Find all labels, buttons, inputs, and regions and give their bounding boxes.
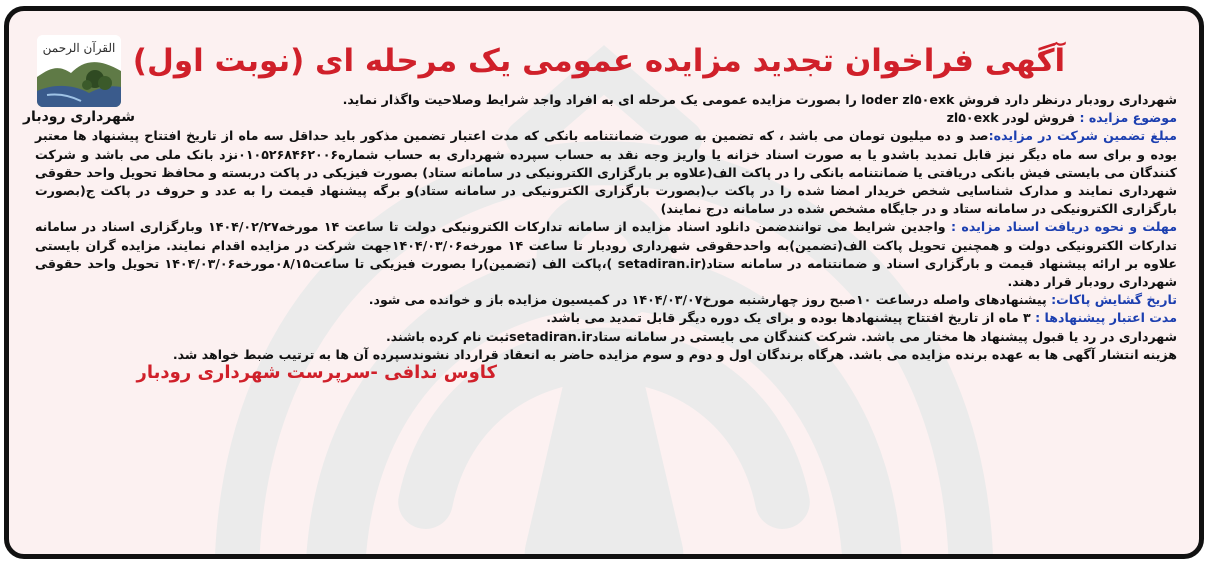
note-line: شهرداری در رد یا قبول پیشنهاد ها مختار می باشد. شرکت کنندگان می بایستی در سامانه ستادsetadiran.irثبت نام کرده باشند. <box>385 328 1177 344</box>
validity-text: ۳ ماه از تاریخ افتتاح پیشنهادها بوده و برای یک دوره دیگر قابل تمدید می باشد. <box>546 310 1036 326</box>
logo-arabic-text: القرآن الرحمن <box>42 41 116 55</box>
notice-frame <box>4 6 1204 559</box>
intro-paragraph: شهرداری رودبار درنظر دارد فروش loder zl۵۰exk را بصورت مزایده عمومی یک مرحله ای به افراد واجد شرایط وصلاحیت واگذار نماید. <box>342 92 1177 107</box>
opening-paragraph <box>35 291 1177 309</box>
validity-label: مدت اعتبار پیشنهادها : <box>1035 310 1177 326</box>
opening-text: پیشنهادهای واصله درساعت ۱۰صبح روز چهارشنبه مورخ۱۴۰۴/۰۳/۰۷ در کمیسیون مزایده باز و خوانده می شود. <box>368 292 1052 308</box>
notice-body <box>35 91 1177 382</box>
notice-title: آگهی فراخوان تجدید مزایده عمومی یک مرحله ای (نوبت اول) <box>132 43 1066 79</box>
note-line: هزینه انتشار آگهی ها به عهده برنده مزایده می باشد. هرگاه برندگان اول و دوم و سوم مزایده حاضر به انعقاد قرارداد نشوندسپرده آن ها به ترتیب ضبط خواهد شد. <box>172 346 1177 362</box>
validity-paragraph <box>35 309 1177 327</box>
deadline-label: مهلت و نحوه دریافت اسناد مزایده : <box>951 219 1178 235</box>
deadline-paragraph <box>35 218 1177 291</box>
guarantee-text: صد و ده میلیون تومان می باشد ، که تضمین به صورت ضمانتنامه بانکی که مدت اعتبار تضمین مذکور باید حداقل سه ماه از تاریخ افتتاح پیشنهاد ها معتبر بوده و برای سه ماه دیگر نیز قابل تمدید باشدو یا به صورت اسناد خزانه یا واریز وجه نقد به حساب سپرده شهرداری به حساب شماره۰۱۰۵۲۶۸۴۶۲۰۰۶نزد بانک ملی می باشد و شرکت کنندگان می بایستی فیش بانکی دریافتی یا ضمانتنامه بانکی را در پاکت الف(علاوه بر بارگزاری الکترونیکی در سامانه ستاد) بصورت فیزیکی در پاکت دربسته و محافظ تحویل واحد حقوقی شهرداری نمایند و مدارک شناسایی شخص خریدار امضا شده را در پاکت ب(بصورت بارگزاری الکترونیکی در سامانه ستاد)و برگه پیشنهاد قیمت را به عدد و حروف در پاکت ج(بصورت بارگزاری الکترونیکی در سامانه ستاد و در جایگاه مشخص شده در سامانه درج نمایند) <box>35 128 1178 217</box>
deadline-text: واجدین شرایط می توانندضمن دانلود اسناد مزایده از سامانه تدارکات الکترونیکی دولت تا ساعت ۱۴ مورخه۱۴۰۴/۰۲/۲۷ وبارگزاری اسناد در سامانه تدارکات الکترونیکی دولت و همچنین تحویل پاکت الف(تضمین)به واحدحقوقی شهرداری رودبار تا ساعت ۱۴ مورخه۱۴۰۴/۰۳/۰۶جهت شرکت در مزایده اقدام نمایند. مزایده گران بایستی علاوه بر ارائه پیشنهاد قیمت و بارگزاری اسناد و ضمانتنامه در سامانه ستاد(setadiran.ir )،پاکت الف (تضمین)را بصورت فیزیکی تا ساعت۰۸/۱۵مورخه۱۴۰۴/۰۳/۰۶ تحویل واحد حقوقی شهرداری رودبار قرار دهند. <box>35 219 1178 290</box>
subject-paragraph <box>35 109 1177 127</box>
signature: کاوس ندافی -سرپرست شهرداری رودبار <box>136 362 497 384</box>
opening-label: تاریخ گشایش پاکات: <box>1051 292 1177 308</box>
guarantee-paragraph <box>35 127 1177 218</box>
subject-value: فروش لودر zl۵۰exk <box>946 110 1080 126</box>
logo-caption: شهرداری رودبار <box>23 109 135 125</box>
subject-label: موضوع مزایده : <box>1079 110 1177 126</box>
guarantee-label: مبلغ تضمین شرکت در مزایده: <box>988 128 1177 144</box>
